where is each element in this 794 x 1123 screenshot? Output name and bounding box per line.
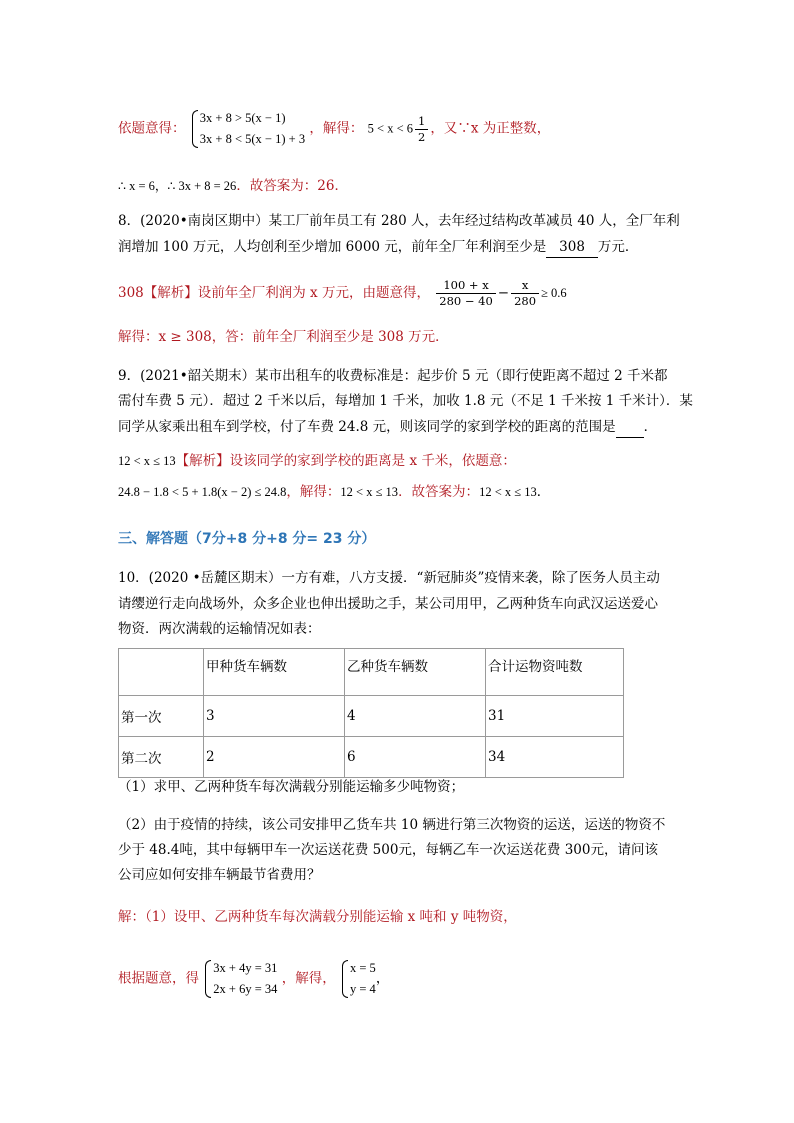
answer-line-q7-result — [118, 176, 348, 196]
table-header-cell: 合计运物资吨数 — [486, 649, 624, 696]
fraction-previous: $\frac{x}{280}$ — [511, 278, 539, 309]
q9-answer-math: 12 < x ≤ 13 — [118, 454, 176, 468]
table-cell: 34 — [486, 737, 624, 778]
q9-line-3: 同学从家乘出租车到学校，付了车费 24.8 元，则该同学的家到学校的距离的范围是 ． — [118, 417, 657, 438]
fraction-half: $\frac{1}{2}$ — [415, 114, 428, 145]
table-header-row — [119, 649, 624, 696]
table-header-cell: 甲种货车辆数 — [204, 649, 345, 696]
range-expression: 5 < x < 6 — [367, 121, 414, 136]
answer-line-q7-system — [118, 108, 550, 150]
equation-system — [203, 958, 277, 1000]
q10-line-2: 请缨逆行走向战场外，众多企业也伸出援助之手，某公司用甲，乙两种货车向武汉运送爱心 — [118, 596, 658, 612]
solution-y: y = 4 — [350, 982, 376, 996]
table-cell: 4 — [345, 696, 486, 737]
q8-analysis: 308【解析】设前年全厂利润为 x 万元，由题意得， $\frac{100 + x}{280 - 40}$ − $\frac{x}{280}$ ≥ 0.6 — [118, 278, 567, 308]
q10-part-2-line-2: 少于 48.4吨，其中每辆甲车一次运送花费 500元，每辆乙车一次运送花费 300元，请问该 — [118, 842, 658, 858]
q8-answer-blank: 308 — [546, 237, 598, 258]
q10-part-2-line-1: （2）由于疫情的持续，该公司安排甲乙货车共 10 辆进行第三次物资的运送，运送的物资不 — [118, 817, 666, 833]
transport-table — [118, 648, 624, 778]
solution-x: x = 5 — [350, 961, 376, 975]
q10-solution-line-2: 根据题意，得 3x + 4y = 31 2x + 6y = 34 ，解得， x = 5 y = 4 ， — [118, 958, 389, 1000]
table-cell: 第二次 — [119, 737, 204, 778]
fraction-total: $\frac{100 + x}{280 - 40}$ — [436, 278, 496, 309]
q9-analysis-text: 【解析】设该同学的家到学校的距离是 x 千米，依题意： — [175, 453, 516, 469]
table-row — [119, 696, 624, 737]
answer-text: ．故答案为：26． — [236, 178, 348, 194]
table-header-cell — [119, 649, 204, 696]
q8-analysis-label: 308【解析】设前年全厂利润为 x 万元，由题意得， — [118, 285, 430, 301]
q9-analysis — [118, 451, 516, 471]
equation-1: 3x + 4y = 31 — [213, 961, 278, 975]
q9-answer-blank — [616, 417, 644, 438]
table-cell: 3 — [204, 696, 345, 737]
q9-solution: 24.8 − 1.8 < 5 + 1.8(x − 2) ≤ 24.8，解得：12 < x ≤ 13．故答案为：12 < x ≤ 13． — [118, 484, 551, 500]
q10-solution-line-1: 解：（1）设甲、乙两种货车每次满载分别能运输 x 吨和 y 吨物资， — [118, 909, 517, 925]
table-cell: 6 — [345, 737, 486, 778]
solution-system — [340, 958, 376, 1000]
table-cell: 第一次 — [119, 696, 204, 737]
q9-line-1: 9．(2021•韶关期末）某市出租车的收费标准是：起步价 5 元（即行使距离不超过 2 千米都 — [118, 368, 668, 384]
text-prefix: 依题意得： — [118, 120, 186, 137]
q10-line-3: 物资．两次满载的运输情况如表： — [118, 621, 321, 637]
equation-2: 2x + 6y = 34 — [213, 982, 278, 996]
table-row — [119, 737, 624, 778]
q8-line-2: 润增加 100 万元，人均创利至少增加 6000 元，前年全厂年利润至少是 308 万元． — [118, 237, 638, 258]
table-cell: 31 — [486, 696, 624, 737]
inequality-2: 3x + 8 < 5(x − 1) + 3 — [199, 132, 306, 146]
q8-solution: 解得：x ≥ 308，答：前年全厂利润至少是 308 万元． — [118, 329, 449, 345]
inequality-system — [190, 108, 305, 150]
q10-part-1: （1）求甲、乙两种货车每次满载分别能运输多少吨物资； — [118, 779, 465, 795]
table-cell: 2 — [204, 737, 345, 778]
q8-line-1: 8．(2020•南岗区期中）某工厂前年员工有 280 人，去年经过结构改革减员 40 人，全厂年利 — [118, 213, 680, 229]
section-heading: 三、解答题（7分+8 分+8 分= 23 分） — [118, 531, 376, 547]
table-header-cell: 乙种货车辆数 — [345, 649, 486, 696]
q10-line-1: 10．(2020 •岳麓区期末）一方有难，八方支援．“新冠肺炎”疫情来袭，除了医务人员主动 — [118, 570, 660, 586]
text-tail: ，又∵x 为正整数， — [430, 120, 551, 137]
math-result: ∴ x = 6，∴ 3x + 8 = 26 — [118, 179, 237, 193]
q10-part-2-line-3: 公司应如何安排车辆最节省费用？ — [118, 867, 321, 883]
text-solve: ，解得： — [309, 120, 364, 137]
q9-line-2: 需付车费 5 元）．超过 2 千米以后，每增加 1 千米，加收 1.8 元（不足 1 千米按 1 千米计）．某 — [118, 393, 693, 409]
inequality-1: 3x + 8 > 5(x − 1) — [199, 111, 286, 125]
